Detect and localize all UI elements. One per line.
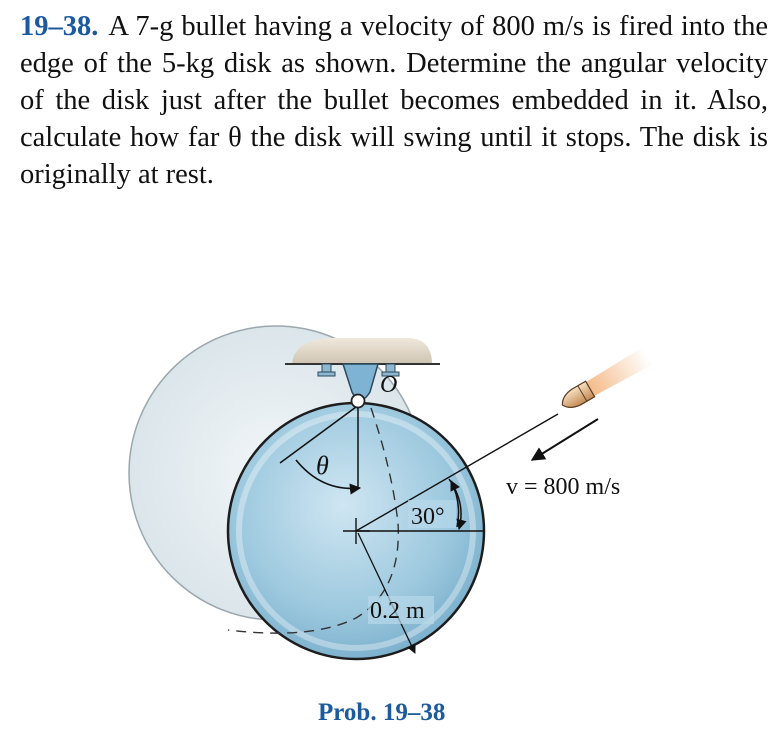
- angle-label: 30°: [411, 504, 445, 530]
- bullet: [557, 347, 652, 413]
- pivot-label: O: [380, 372, 398, 398]
- theta-label: θ: [316, 451, 329, 480]
- pivot-pin: [352, 395, 365, 408]
- radius-label: 0.2 m: [370, 598, 425, 624]
- figure-caption: Prob. 19–38: [318, 699, 446, 726]
- velocity-arrow: [532, 419, 598, 460]
- problem-text: A 7-g bullet having a velocity of 800 m/s is fired into the edge of the 5-kg disk as shown. Determine the angular velocity of the disk just after the bullet becomes embedded in it. Also, calculate how far θ the disk will swing until it stops. The disk is originally at rest.: [20, 11, 768, 190]
- problem-number: 19–38.: [20, 11, 99, 42]
- ceiling-support: [292, 338, 432, 364]
- velocity-label: v = 800 m/s: [506, 474, 621, 500]
